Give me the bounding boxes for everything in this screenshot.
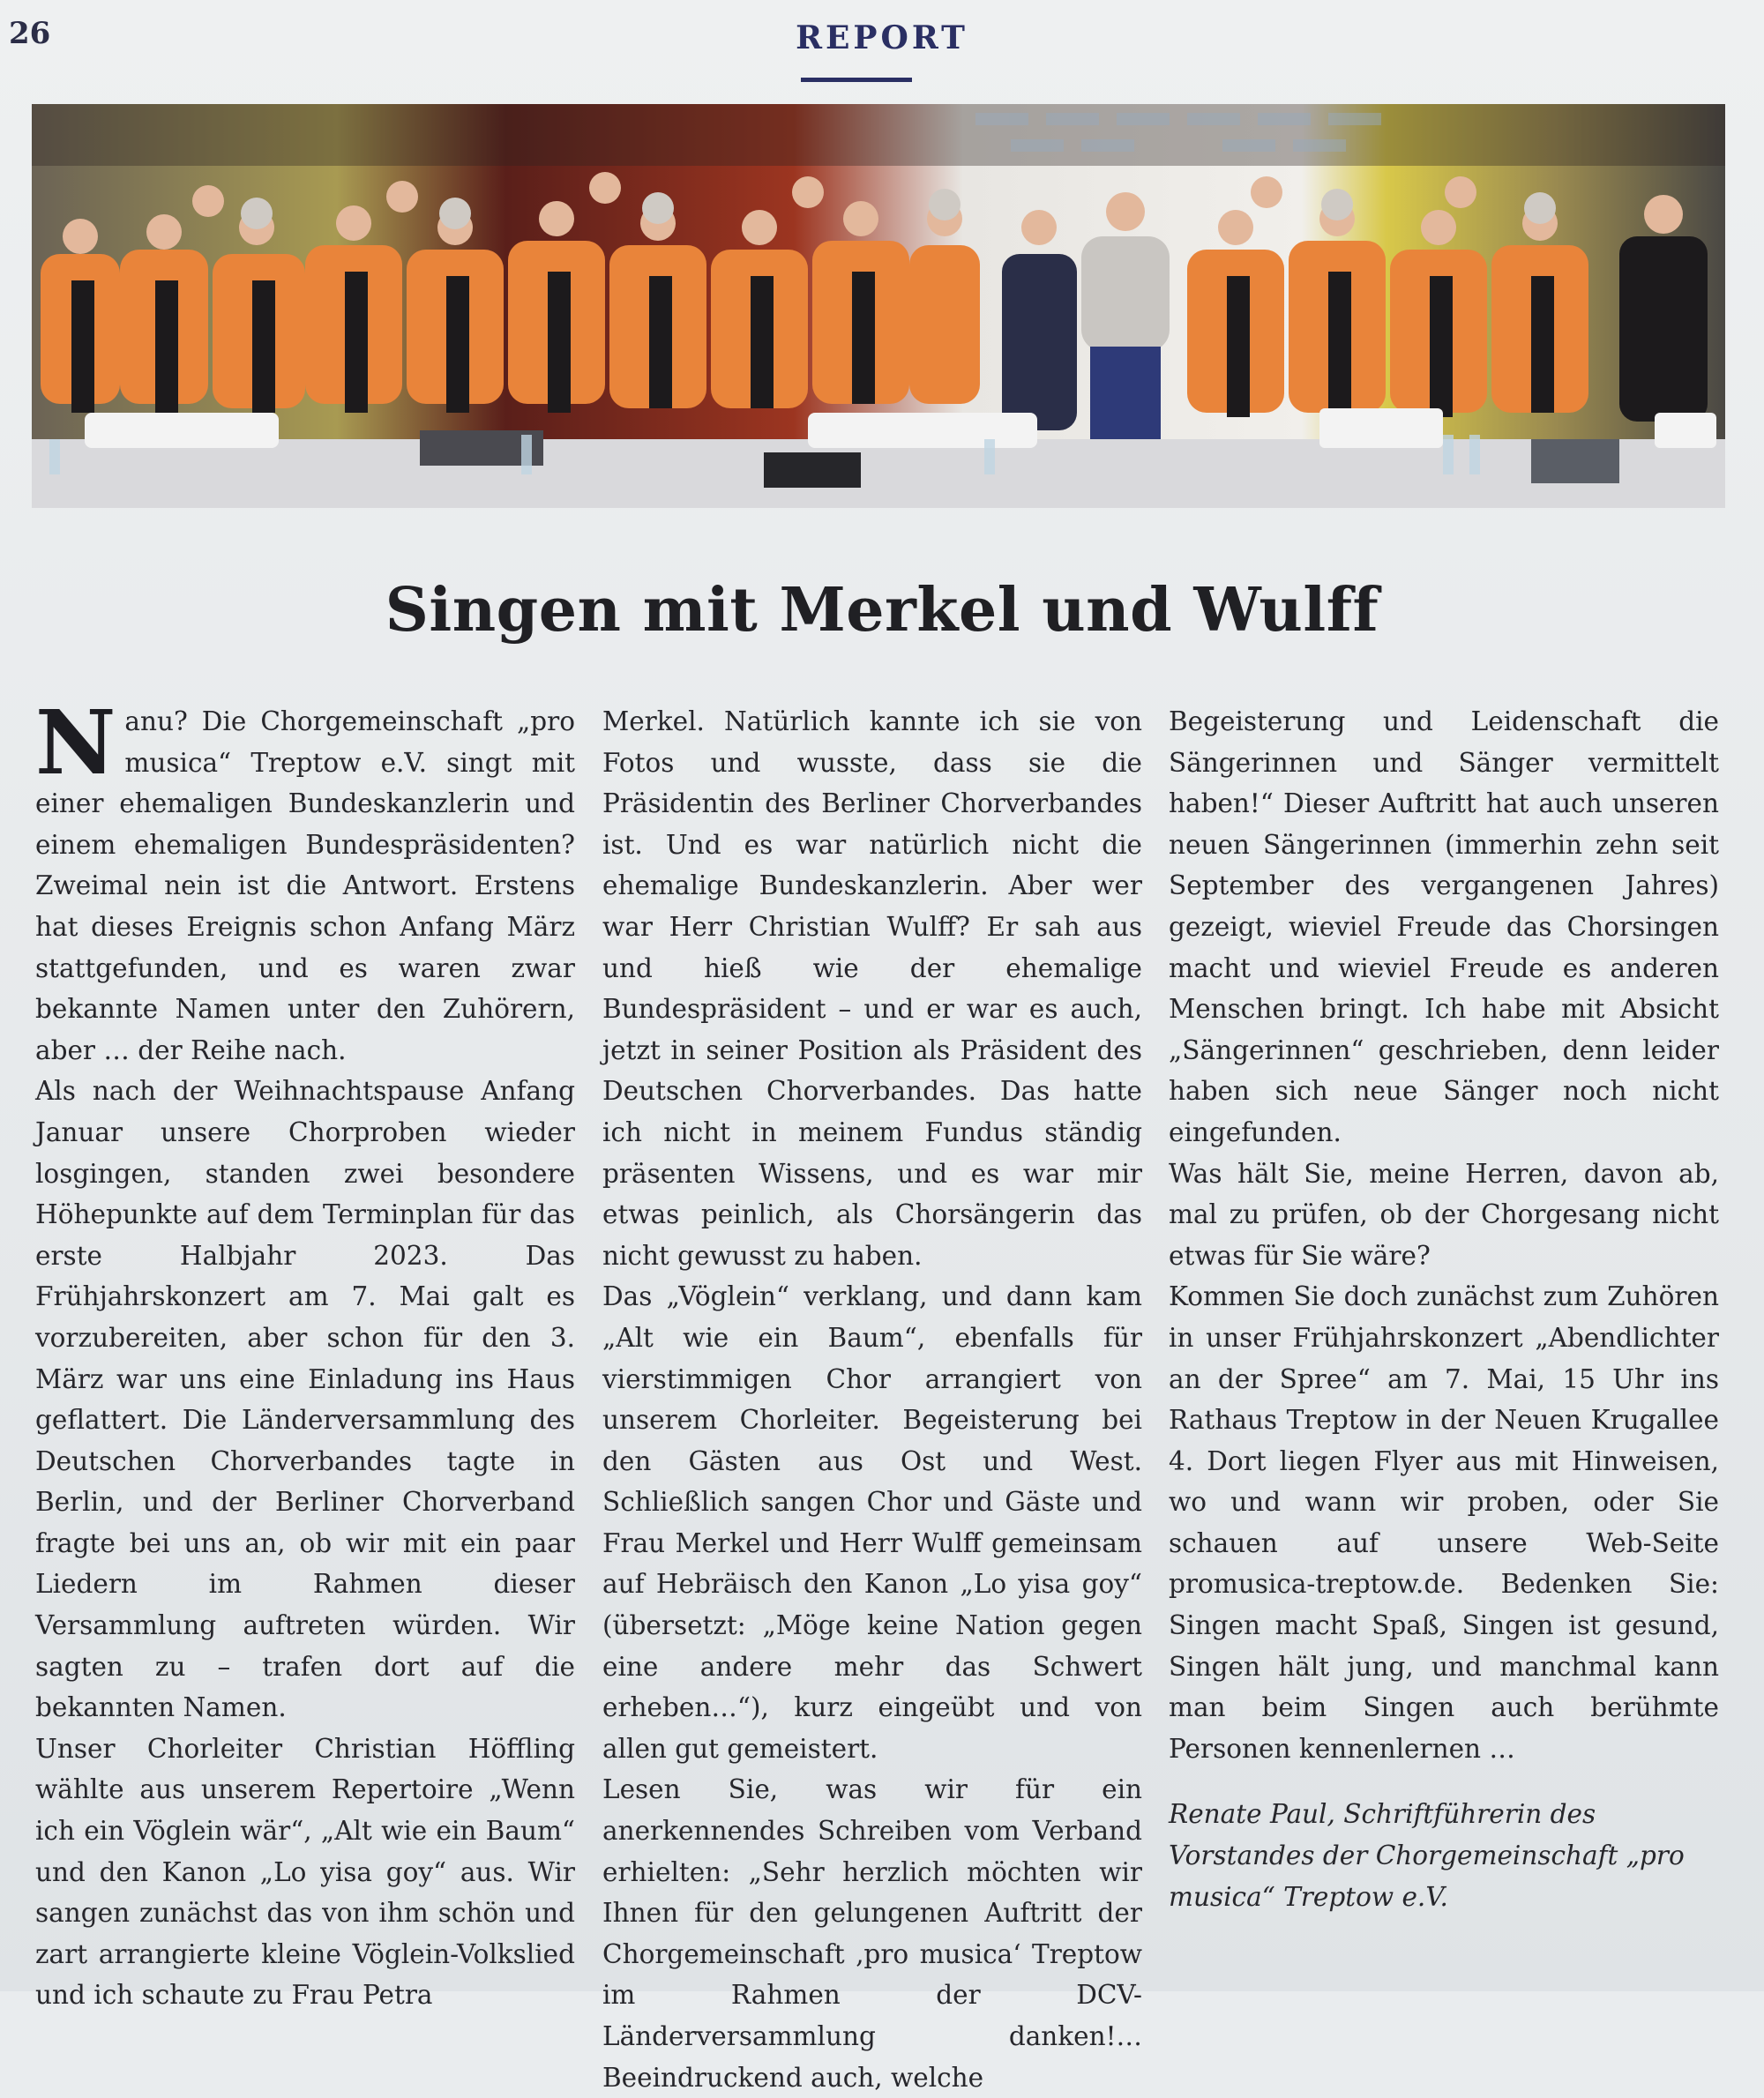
drop-cap: N bbox=[35, 691, 116, 795]
article-paragraph: Als nach der Weihnachtspause Anfang Januar unsere Chorproben wieder losgingen, standen zwei besondere Höhepunkte auf dem Terminplan für das erste Halbjahr 2023. Das Frühjahrskonzert am 7. Mai galt es vorzubereiten, aber schon für den 3. März war uns eine Einladung ins Haus geflattert. Die Länderversammlung des Deutschen Chorverbandes tagte in Berlin, und der Berliner Chorverband fragte bei uns an, ob wir mit ein paar Liedern im Rahmen dieser Versammlung auftreten würden. Wir sagten zu – trafen dort auf die bekannten Namen. bbox=[35, 1076, 575, 1723]
article-paragraph: Was hält Sie, meine Herren, davon ab, mal zu prüfen, ob der Chorgesang nicht etwas für Sie wäre? bbox=[1169, 1158, 1719, 1271]
paragraph-text: anu? Die Chorgemeinschaft „pro musica“ Treptow e.V. singt mit einer ehemaligen Bundeskanzlerin und einem ehemaligen Bundespräsidenten? Zweimal nein ist die Antwort. Erstens hat dieses Ereignis schon Anfang März stattgefunden, und es waren zwar bekannte Namen unter den Zuhörern, aber … der Reihe nach. bbox=[35, 706, 575, 1065]
choir-photo bbox=[32, 104, 1725, 508]
article-column-3 bbox=[1169, 701, 1719, 1917]
article-paragraph: Unser Chorleiter Christian Höffling wählte aus unserem Repertoire „Wenn ich ein Vöglein wär“, „Alt wie ein Baum“ und den Kanon „Lo yisa goy“ aus. Wir sangen zunächst das von ihm schön und zart arrangierte kleine Vöglein-Volkslied und ich schaute zu Frau Petra bbox=[35, 1733, 575, 2011]
section-rule bbox=[801, 78, 912, 82]
article-paragraph bbox=[35, 691, 575, 1071]
article-column-1 bbox=[35, 691, 575, 2016]
article-column-2 bbox=[602, 701, 1142, 2098]
article-headline: Singen mit Merkel und Wulff bbox=[385, 575, 1379, 646]
article-paragraph: Kommen Sie doch zunächst zum Zuhören in unser Frühjahrskonzert „Abendlichter an der Spree“ am 7. Mai, 15 Uhr ins Rathaus Treptow in der Neuen Krugallee 4. Dort liegen Flyer aus mit Hinweisen, wo und wann wir proben, oder Sie schauen auf unsere Web-Seite promusica-treptow.de. Bedenken Sie: Singen macht Spaß, Singen ist gesund, Singen hält jung, und manchmal kann man beim Singen auch berühmte Personen kennenlernen … bbox=[1169, 1281, 1719, 1764]
page-number: 26 bbox=[9, 16, 51, 51]
article-paragraph: Das „Vöglein“ verklang, und dann kam „Alt wie ein Baum“, ebenfalls für vierstimmigen Chor arrangiert von unserem Chorleiter. Begeisterung bei den Gästen aus Ost und West. Schließlich sangen Chor und Gäste und Frau Merkel und Herr Wulff gemeinsam auf Hebräisch den Kanon „Lo yisa goy“ (übersetzt: „Möge keine Nation gegen eine andere mehr das Schwert erheben…“), kurz eingeübt und von allen gut gemeistert. bbox=[602, 1281, 1142, 1764]
article-paragraph: Lesen Sie, was wir für ein anerkennendes Schreiben vom Verband erhielten: „Sehr herzlich möchten wir Ihnen für den gelungenen Auftritt der Chorgemeinschaft ‚pro musica‘ Treptow im Rahmen der DCV-Länderversammlung danken!… Beeindruckend auch, welche bbox=[602, 1774, 1142, 2093]
article-paragraph: Begeisterung und Leidenschaft die Sängerinnen und Sänger vermittelt haben!“ Dieser Auftritt hat auch unseren neuen Sängerinnen (immerhin zehn seit September des vergangenen Jahres) gezeigt, wieviel Freude das Chorsingen macht und wieviel Freude es anderen Menschen bringt. Ich habe mit Absicht „Sängerinnen“ geschrieben, denn leider haben sich neue Sänger noch nicht eingefunden. bbox=[1169, 706, 1719, 1147]
author-byline: Renate Paul, Schriftführerin des Vorstandes der Chorgemeinschaft „pro musica“ Treptow e.V. bbox=[1169, 1799, 1685, 1912]
article-paragraph: Merkel. Natürlich kannte ich sie von Fotos und wusste, dass sie die Präsidentin des Berliner Chorverbandes ist. Und es war natürlich nicht die ehemalige Bundeskanzlerin. Aber wer war Herr Christian Wulff? Er sah aus und hieß wie der ehemalige Bundespräsident – und er war es auch, jetzt in seiner Position als Präsident des Deutschen Chorverbandes. Das hatte ich nicht in meinem Fundus ständig präsenten Wissens, und es war mir etwas peinlich, als Chorsängerin das nicht gewusst zu haben. bbox=[602, 706, 1142, 1271]
choir-photo-icon bbox=[32, 104, 1725, 508]
section-label: REPORT bbox=[796, 19, 968, 56]
